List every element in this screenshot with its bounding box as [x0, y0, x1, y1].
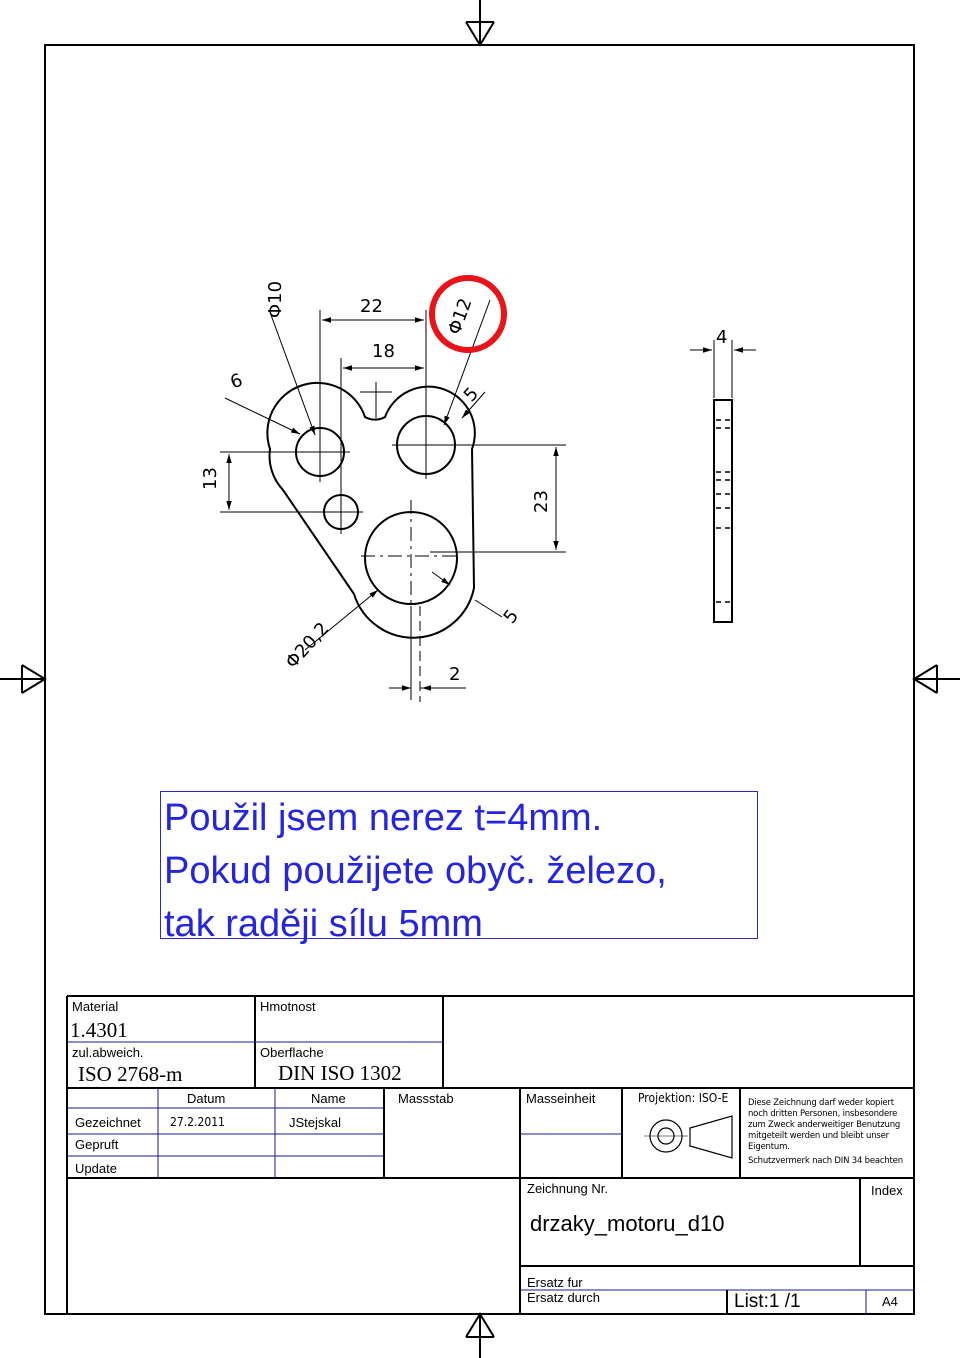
drawn-name: JStejskal [289, 1115, 342, 1130]
dim-2: 2 [449, 664, 461, 685]
dim-phi10: Φ10 [265, 280, 286, 318]
dim-6: 6 [227, 369, 246, 394]
mass-label: Hmotnost [260, 999, 316, 1014]
surface-value: DIN ISO 1302 [278, 1061, 402, 1085]
datum-label: Datum [187, 1091, 226, 1106]
dim-phi12: Φ12 [444, 295, 477, 338]
protection-text: Schutzvermerk nach DIN 34 beachten [748, 1156, 903, 1166]
format-label: A4 [882, 1294, 898, 1309]
dim-23: 23 [531, 490, 552, 513]
dim-4: 4 [716, 327, 728, 348]
drawing-no-label: Zeichnung Nr. [527, 1181, 608, 1196]
material-value: 1.4301 [70, 1018, 128, 1042]
projection-label: Projektion: ISO-E [638, 1091, 729, 1105]
index-label: Index [871, 1183, 903, 1198]
tolerance-value: ISO 2768-m [78, 1062, 183, 1086]
scale-label: Massstab [398, 1091, 454, 1106]
dim-18: 18 [372, 341, 395, 362]
notice-text: Diese Zeichnung darf weder kopiert noch dritten Personen, insbesondere zum Zweck anderweitiger Benutzung mitgeteilt werden und bleibt unser Eigentum. [748, 1098, 901, 1152]
part-front-view [267, 383, 474, 638]
unit-label: Masseinheit [526, 1091, 596, 1106]
drawn-date: 27.2.2011 [170, 1115, 225, 1129]
note-line-1: Použil jsem nerez t=4mm. [164, 797, 603, 839]
tolerance-label: zul.abweich. [72, 1045, 144, 1060]
checked-label: Gepruft [75, 1137, 119, 1152]
drawn-label: Gezeichnet [75, 1115, 141, 1130]
sheet-number: List:1 /1 [734, 1291, 801, 1312]
dim-5-top: 5 [459, 383, 483, 406]
drawing-no: drzaky_motoru_d10 [530, 1211, 725, 1236]
name-label: Name [311, 1091, 346, 1106]
part-side-view [714, 400, 732, 622]
material-note [160, 791, 758, 945]
note-line-3: tak raději sílu 5mm [164, 903, 483, 945]
update-label: Update [75, 1161, 117, 1176]
material-label: Material [72, 999, 119, 1014]
surface-label: Oberflache [260, 1045, 324, 1060]
dim-phi20-2: Φ20,2 [281, 618, 334, 673]
dim-5-bottom: 5 [499, 605, 524, 628]
replaces-label: Ersatz fur [527, 1275, 583, 1290]
replaced-by-label: Ersatz durch [527, 1290, 600, 1305]
dim-22: 22 [360, 296, 383, 317]
projection-symbol [644, 1116, 732, 1158]
dim-13: 13 [200, 467, 221, 490]
copyright-notice [748, 1098, 912, 1167]
note-line-2: Pokud použijete obyč. železo, [164, 850, 667, 892]
